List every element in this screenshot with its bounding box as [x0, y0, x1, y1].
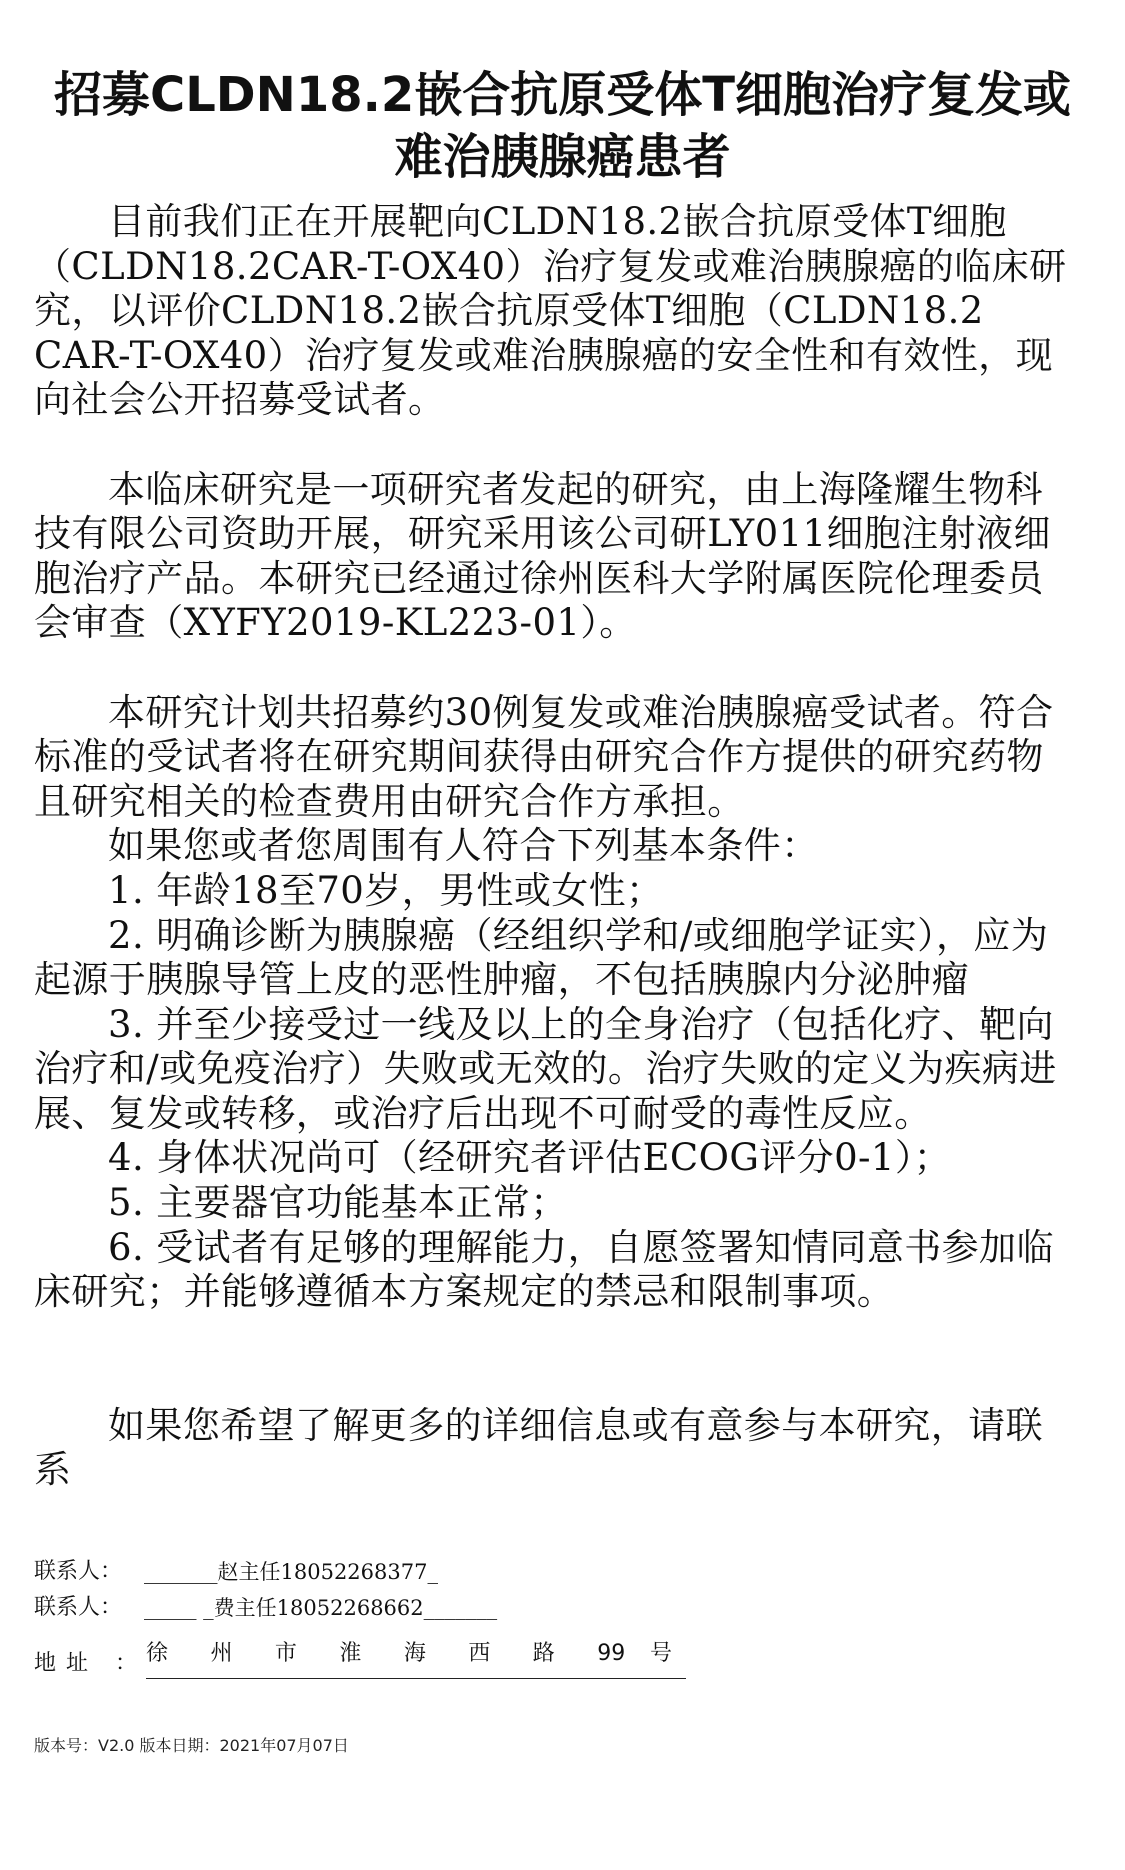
contact-label: 联系人： [34, 1559, 123, 1584]
address-value: 徐 州 市 淮 海 西 路 99 号 [146, 1641, 672, 1666]
version-info: 版本号：V2.0 版本日期：2021年07月07日 [34, 1736, 349, 1755]
criteria-item: 6. 受试者有足够的理解能力，自愿签署知情同意书参加临床研究；并能够遵循本方案规定的禁忌和限制事项。 [34, 1225, 1054, 1314]
criteria-intro: 如果您或者您周围有人符合下列基本条件： [108, 824, 819, 868]
sponsor-paragraph: 本临床研究是一项研究者发起的研究，由上海隆耀生物科技有限公司资助开展，研究采用该公司研LY011细胞注射液细胞治疗产品。本研究已经通过徐州医科大学附属医院伦理委员会审查（XYFY2019-KL223-01）。 [34, 467, 1051, 645]
contact-list [34, 1555, 497, 1627]
intro-paragraph: 目前我们正在开展靶向CLDN18.2嵌合抗原受体T细胞（CLDN18.2CAR-T-OX40）治疗复发或难治胰腺癌的临床研究，以评价CLDN18.2嵌合抗原受体T细胞（CLDN18.2 CAR-T-OX40）治疗复发或难治胰腺癌的安全性和有效性，现向社会公开招募受试者。 [34, 200, 1067, 422]
criteria-item: 2. 明确诊断为胰腺癌（经组织学和/或细胞学证实），应为起源于胰腺导管上皮的恶性肿瘤，不包括胰腺内分泌肿瘤 [34, 913, 1049, 1002]
criteria-item: 3. 并至少接受过一线及以上的全身治疗（包括化疗、靶向治疗和/或免疫治疗）失败或无效的。治疗失败的定义为疾病进展、复发或转移，或治疗后出现不可耐受的毒性反应。 [34, 1002, 1057, 1135]
criteria-item: 1. 年龄18至70岁，男性或女性； [108, 868, 664, 912]
criteria-item: 4. 身体状况尚可（经研究者评估ECOG评分0-1）； [108, 1136, 952, 1180]
closing-paragraph: 如果您希望了解更多的详细信息或有意参与本研究，请联系 [34, 1403, 1043, 1492]
address-underline [146, 1678, 686, 1679]
notice-body [34, 200, 1068, 1493]
page-title: 招募CLDN18.2嵌合抗原受体T细胞治疗复发或难治胰腺癌患者 [53, 67, 1071, 185]
criteria-item: 5. 主要器官功能基本正常； [108, 1181, 568, 1225]
plan-paragraph: 本研究计划共招募约30例复发或难治胰腺癌受试者。符合标准的受试者将在研究期间获得由研究合作方提供的研究药物且研究相关的检查费用由研究合作方承担。 [34, 690, 1054, 823]
contact-row [34, 1591, 497, 1627]
contact-value: _____ _费主任18052268662_______ [144, 1596, 498, 1620]
contact-row [34, 1555, 497, 1591]
address-row [34, 1636, 694, 1696]
contact-value: _______赵主任18052268377_ [144, 1560, 438, 1584]
address-label: 地址 ： [34, 1651, 147, 1676]
contact-label: 联系人： [34, 1595, 123, 1620]
